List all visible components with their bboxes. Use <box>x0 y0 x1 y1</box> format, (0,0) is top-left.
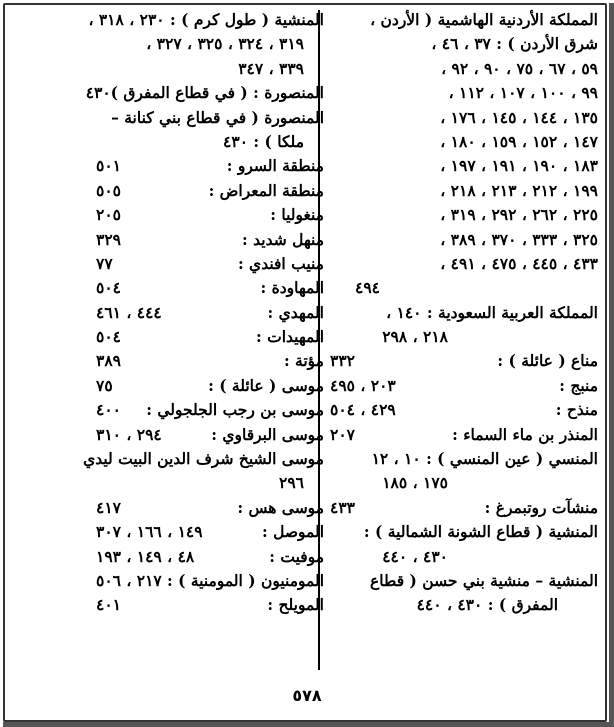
entry-term: مؤتة : <box>283 351 324 371</box>
entry-term: ١٧٥ ، ١٨٥ <box>382 473 448 493</box>
index-entry <box>96 130 324 154</box>
index-entry <box>330 471 598 495</box>
entry-term: المنشية – منشية بني حسن ( قطاع <box>370 570 598 590</box>
page-number: ٥٧٨ <box>292 686 322 705</box>
index-entry <box>330 106 598 130</box>
index-entry <box>330 32 598 56</box>
index-entry <box>330 252 598 276</box>
frame-shadow-bottom <box>3 722 614 727</box>
entry-term: المنذر بن ماء السماء : <box>452 424 598 444</box>
entry-term: ١٣٥ ، ١٤٤ ، ١٤٥ ، ١٧٦ ، <box>440 107 598 127</box>
index-column-left <box>83 8 324 618</box>
index-entry <box>96 349 324 373</box>
index-entry <box>330 349 598 373</box>
entry-term: منهل شديد : <box>242 229 324 249</box>
entry-term: المنصورة ( في قطاع بني كنانة – <box>111 107 324 127</box>
entry-pages: ٢٠٣ ، ٤٩٥ <box>330 375 396 395</box>
entry-term: ١٤٧ ، ١٥٢ ، ١٥٩ ، ١٨٠ ، <box>440 131 598 151</box>
index-entry <box>96 593 324 617</box>
index-entry <box>330 374 598 398</box>
index-entry <box>330 545 598 569</box>
entry-term: المهدي : <box>267 302 324 322</box>
entry-pages: ٤٨ ، ١٤٩ ، ١٩٣ <box>96 546 195 566</box>
entry-term: ٢٢٥ ، ٢٦٢ ، ٢٩٢ ، ٣١٩ ، <box>440 205 598 225</box>
entry-term: منطقة المعراض : <box>208 180 324 200</box>
entry-pages: ٣٢٩ <box>96 229 121 249</box>
index-entry <box>330 179 598 203</box>
entry-pages: ٧٥ <box>96 375 113 395</box>
entry-term: موسى البرقاوي : <box>211 424 324 444</box>
index-entry <box>330 154 598 178</box>
index-entry <box>96 179 324 203</box>
entry-term: ٢١٨ ، ٢٩٨ <box>382 327 448 347</box>
entry-pages: ٤١٧ <box>96 497 121 517</box>
entry-pages: ٥٠١ <box>96 156 121 176</box>
index-entry <box>88 8 324 32</box>
entry-term: المومنيون ( المومنية ) : <box>167 570 324 590</box>
entry-pages: ٧٧ <box>96 253 113 273</box>
entry-term: موسى الشيخ شرف الدين البيت ليدي <box>83 449 324 469</box>
entry-term: ٥٩ ، ٦٧ ، ٧٥ ، ٩٠ ، ٩٢ ، <box>441 58 598 78</box>
index-entry <box>330 57 598 81</box>
entry-term: المويلح : <box>267 595 324 615</box>
index-entry <box>96 471 324 495</box>
entry-pages: ٥٠٤ <box>96 327 121 347</box>
entry-pages: ٣٨٩ <box>96 351 121 371</box>
index-entry <box>330 496 598 520</box>
index-entry <box>96 301 324 325</box>
index-entry <box>96 203 324 227</box>
frame-shadow-right <box>609 3 614 727</box>
index-entry <box>96 374 324 398</box>
entry-term: المملكة الأردنية الهاشمية ( الأردن ، <box>370 10 598 29</box>
index-entry <box>96 398 324 422</box>
entry-pages: ٤٠٠ <box>96 400 121 420</box>
entry-term: موفيت : <box>269 546 324 566</box>
entry-term: ٢٩٦ <box>279 473 304 493</box>
entry-term: منطقة السرو : <box>226 156 324 176</box>
index-entry <box>96 423 324 447</box>
index-entry <box>330 301 598 325</box>
index-entry <box>96 32 324 56</box>
index-entry <box>330 569 598 593</box>
index-entry <box>96 325 324 349</box>
entry-term: منشآت روتبمرغ : <box>484 497 598 517</box>
entry-pages: ٤٣٣ <box>330 497 355 517</box>
entry-term: ١٨٣ ، ١٩٠ ، ١٩١ ، ١٩٧ ، <box>440 156 598 176</box>
entry-term: المهيدات : <box>256 327 324 347</box>
index-entry <box>96 57 324 81</box>
entry-term: موسى هس : <box>237 497 324 517</box>
entry-term: منغوليا : <box>270 205 324 225</box>
entry-pages: ٤٠١ <box>96 595 121 615</box>
entry-term: المنصورة : ( في قطاع المفرق ) <box>110 83 324 103</box>
entry-term: ٤٩٤ <box>355 278 380 298</box>
index-entry <box>96 228 324 252</box>
index-entry <box>96 106 324 130</box>
entry-term: منبج : <box>559 375 598 395</box>
entry-term: المهاودة : <box>260 278 324 298</box>
index-entry <box>330 130 598 154</box>
index-entry <box>330 593 598 617</box>
entry-term: مناع ( عائلة ) : <box>497 351 598 371</box>
index-entry <box>330 325 598 349</box>
entry-term: موسى ( عائلة ) : <box>208 375 324 395</box>
entry-term: ٣٣٩ ، ٣٤٧ <box>238 58 304 78</box>
index-entry <box>330 423 598 447</box>
index-entry <box>96 252 324 276</box>
entry-pages: ٥٠٥ <box>96 180 121 200</box>
index-entry <box>330 276 598 300</box>
entry-term: موسى بن رجب الجلجولي : <box>146 400 324 420</box>
index-entry <box>96 545 324 569</box>
entry-pages: ٢١٧ ، ٥٠٦ <box>96 570 162 590</box>
index-entry <box>96 154 324 178</box>
entry-term: المنسي ( عين المنسي ) : ١٠ ، ١٢ <box>371 449 598 469</box>
entry-term: شرق الأردن ) : ٣٧ ، ٤٦ ، <box>431 34 598 54</box>
entry-pages: ٣٣٢ <box>330 351 355 371</box>
entry-term: ٤٣٣ ، ٤٤٥ ، ٤٧٥ ، ٤٩١ ، <box>440 253 598 273</box>
entry-term: المملكة العربية السعودية : ١٤٠ ، <box>386 302 598 322</box>
index-entry <box>96 276 324 300</box>
entry-pages: ٢٠٥ <box>96 205 121 225</box>
index-entry <box>330 520 598 544</box>
entry-term: منيب افندي : <box>237 253 324 273</box>
entry-term: الموصل : <box>261 522 324 542</box>
entry-term: ملكا ) : ٤٣٠ <box>223 131 304 151</box>
entry-term: ٩٩ ، ١٠٠ ، ١٠٧ ، ١١٢ ، <box>448 83 598 103</box>
index-entry <box>330 228 598 252</box>
entry-pages: ٢٠٧ <box>330 424 355 444</box>
entry-pages: ٤٤٤ ، ٤٦١ <box>96 302 162 322</box>
entry-term: المفرق ) : ٤٣٠ ، ٤٤٠ <box>416 595 558 615</box>
entry-pages: ٤٢٩ ، ٥٠٤ <box>330 400 396 420</box>
entry-term: المنشية ( قطاع الشونة الشمالية ) : <box>363 522 598 542</box>
entry-pages: ٢٩٤ ، ٣١٠ <box>96 424 162 444</box>
index-entry <box>96 569 324 593</box>
index-entry <box>83 447 324 471</box>
entry-term: المنشية ( طول كرم ) : ٢٣٠ ، ٣١٨ ، <box>88 10 324 29</box>
entry-pages: ٥٠٤ <box>96 278 121 298</box>
index-entry <box>85 81 324 105</box>
index-entry <box>330 203 598 227</box>
index-entry <box>96 520 324 544</box>
index-entry <box>330 447 598 471</box>
index-entry <box>330 398 598 422</box>
entry-term: ٣١٩ ، ٣٢٤ ، ٣٢٥ ، ٣٢٧ ، <box>146 34 304 54</box>
index-column-right <box>330 8 598 618</box>
index-entry <box>96 496 324 520</box>
entry-term: ٣٢٥ ، ٣٣٣ ، ٣٧٠ ، ٣٨٩ ، <box>440 229 598 249</box>
entry-term: ١٩٩ ، ٢١٢ ، ٢١٣ ، ٢١٨ ، <box>440 180 598 200</box>
entry-term: ٤٣٠ ، ٤٤٠ <box>382 546 448 566</box>
index-entry <box>330 8 598 32</box>
entry-pages: ٤٣٠ <box>85 83 111 103</box>
entry-term: منذح : <box>555 400 598 420</box>
index-entry <box>330 81 598 105</box>
entry-pages: ١٤٩ ، ١٦٦ ، ٣٠٧ <box>96 522 203 542</box>
